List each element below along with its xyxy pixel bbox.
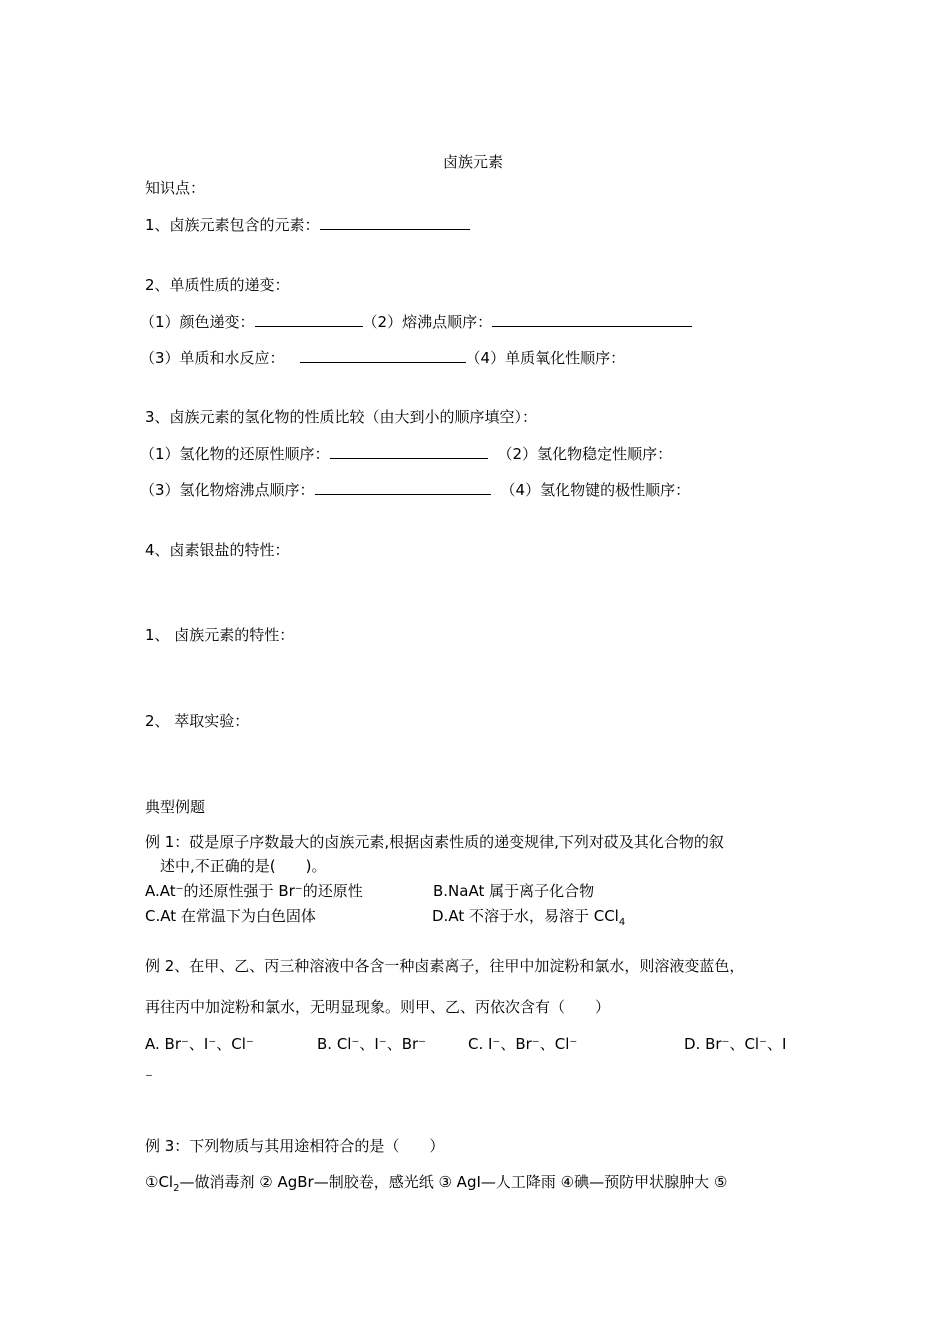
knowledge-heading: 知识点：: [145, 179, 206, 197]
section-2-label: 2、 萃取实验：: [145, 712, 250, 730]
question-4-label: 4、卤素银盐的特性：: [145, 541, 290, 559]
examples-heading: 典型例题: [145, 798, 206, 816]
question-3-item-1: （1）氢化物的还原性顺序：: [140, 445, 330, 463]
question-3-item-2: （2）氢化物稳定性顺序：: [497, 445, 673, 463]
example-3-line-1: 例 3：下列物质与其用途相符合的是（ ）: [145, 1137, 445, 1155]
answer-blank[interactable]: [492, 311, 692, 327]
example-1-option-a: A.At⁻的还原性强于 Br⁻的还原性: [145, 882, 363, 900]
example-1-line-2: 述中,不正确的是( )。: [160, 857, 327, 875]
example-2-option-d-continued: ⁻: [145, 1069, 153, 1087]
example-2-option-c: C. I⁻、Br⁻、Cl⁻: [468, 1035, 578, 1053]
answer-blank[interactable]: [315, 479, 491, 495]
example-1-line-1: 例 1：砹是原子序数最大的卤族元素,根据卤素性质的递变规律,下列对砹及其化合物的叙: [145, 833, 724, 851]
example-3-line-2-pre: ①Cl: [145, 1173, 174, 1191]
example-2-line-1: 例 2、在甲、乙、丙三种溶液中各含一种卤素离子，往甲中加淀粉和氯水，则溶液变蓝色，: [145, 957, 745, 975]
question-2-row-2: [140, 347, 625, 368]
question-2-item-4: （4）单质氧化性顺序：: [465, 349, 626, 367]
example-2-option-b: B. Cl⁻、I⁻、Br⁻: [317, 1035, 427, 1053]
answer-blank[interactable]: [330, 443, 488, 459]
question-3-label: 3、卤族元素的氢化物的性质比较（由大到小的顺序填空）：: [145, 408, 538, 426]
page-title: 卤族元素: [443, 153, 504, 171]
example-3-line-2-post: —做消毒剂 ② AgBr—制胶卷，感光纸 ③ AgI—人工降雨 ④碘—预防甲状腺肿大 ⑤: [179, 1173, 728, 1191]
question-2-label: 2、单质性质的递变：: [145, 276, 290, 294]
example-1-option-d-text: D.At 不溶于水，易溶于 CCl: [432, 907, 619, 925]
question-2-item-2: （2）熔沸点顺序：: [362, 313, 493, 331]
question-3-row-1: [140, 443, 672, 464]
answer-blank[interactable]: [255, 311, 363, 327]
example-1-option-d: [432, 906, 625, 933]
example-1-option-b: B.NaAt 属于离子化合物: [433, 882, 595, 900]
question-2-item-1: （1）颜色递变：: [140, 313, 255, 331]
section-1-label: 1、 卤族元素的特性：: [145, 626, 295, 644]
example-2-option-d: D. Br⁻、Cl⁻、I: [684, 1035, 787, 1053]
question-3-row-2: [140, 479, 690, 500]
question-1: [145, 214, 470, 235]
example-1-option-c: C.At 在常温下为白色固体: [145, 907, 316, 925]
answer-blank[interactable]: [300, 347, 466, 363]
question-2-item-3: （3）单质和水反应：: [140, 349, 285, 367]
question-1-label: 1、卤族元素包含的元素：: [145, 216, 320, 234]
question-3-item-3: （3）氢化物熔沸点顺序：: [140, 481, 315, 499]
example-2-option-a: A. Br⁻、I⁻、Cl⁻: [145, 1035, 254, 1053]
question-2-row-1: [140, 311, 692, 332]
answer-blank[interactable]: [320, 214, 470, 230]
example-3-line-2-subscript: 2: [173, 1183, 180, 1194]
example-3-line-2: [145, 1172, 727, 1199]
example-2-line-2: 再往丙中加淀粉和氯水，无明显现象。则甲、乙、丙依次含有（ ）: [145, 998, 611, 1016]
example-1-option-d-subscript: 4: [618, 917, 626, 928]
question-3-item-4: （4）氢化物键的极性顺序：: [500, 481, 691, 499]
